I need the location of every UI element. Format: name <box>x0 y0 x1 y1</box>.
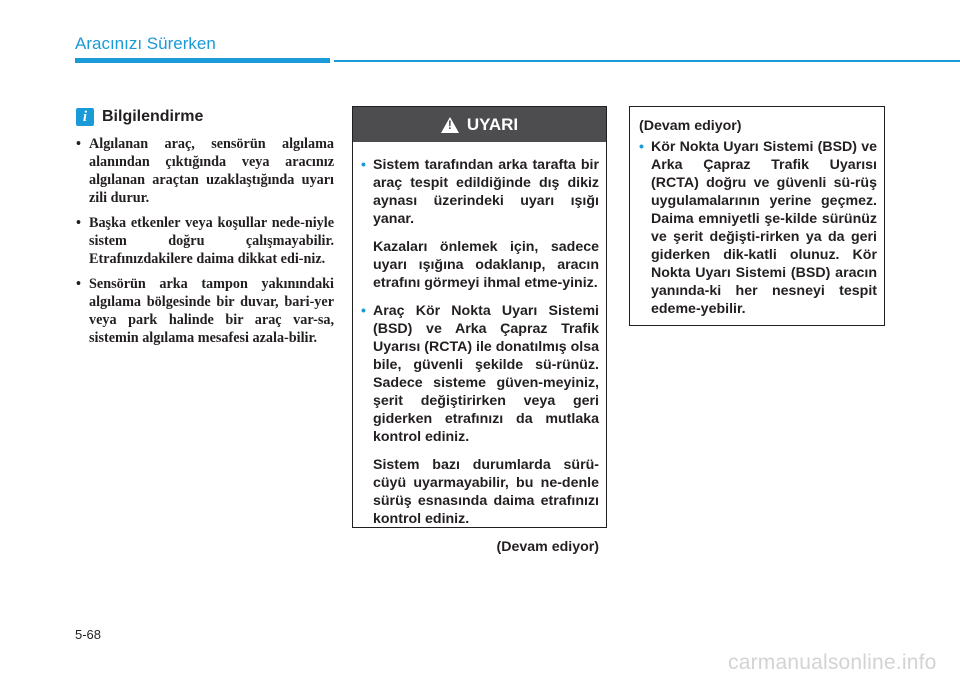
warning-box <box>352 106 607 555</box>
section-title: Aracınızı Sürerken <box>75 34 216 53</box>
info-icon: i <box>76 108 94 126</box>
header-rule-thin <box>334 60 960 62</box>
page-number: 5-68 <box>75 627 102 642</box>
continuation-heading: (Devam ediyor) <box>639 118 742 134</box>
continuation-box <box>629 106 885 326</box>
continuation-item: • Kör Nokta Uyarı Sistemi (BSD) ve Arka Çapraz Trafik Uyarısı (RCTA) doğru ve güvenli sü-rüş uygulamalarının yerine geçmez. Daima emniyetli şe-kilde sürünüz ve şerit değişti-rirken ya da geri giderken dik-katli olunuz. Kör Nokta Uyarı Sistemi (BSD) aracın yanında-ki her nesneyi tespit edeme-yebilir. <box>639 139 877 317</box>
warning-header <box>353 107 606 142</box>
bullet-dot: • <box>361 303 366 319</box>
warning-body <box>353 142 606 556</box>
continued-label: (Devam ediyor) <box>496 539 599 555</box>
bullet-dot: • <box>639 139 644 155</box>
warning-title: UYARI <box>466 114 519 134</box>
warning-item-2: • Araç Kör Nokta Uyarı Sistemi (BSD) ve Arka Çapraz Trafik Uyarısı (RCTA) ile donatılmış olsa bile, güvenli şekilde sü-rünüz. Sadece sisteme güven-meyiniz, şerit değiştirirken veya geri giderken etrafınızı da mutlaka kontrol ediniz. <box>361 303 599 445</box>
info-heading <box>76 108 334 126</box>
list-item: • Algılanan araç, sensörün algılama alanından çıktığında veya aracınız algılanan araçtan uzaklaştığında uyarı zili durur. <box>76 136 334 206</box>
warning-triangle-icon <box>441 117 459 133</box>
warning-item-1-paragraph: Kazaları önlemek için, sadece uyarı ışığına odaklanıp, aracın etrafını görmeyi ihmal etme-yiniz. <box>373 239 599 291</box>
warning-item-1: • Sistem tarafından arka tarafta bir araç tespit edildiğinde dış dikiz aynası üzerindeki uyarı ışığı yanar. <box>361 157 599 227</box>
header-rule-thick <box>75 58 330 63</box>
watermark: carmanualsonline.info <box>728 651 937 674</box>
warning-item-2-paragraph: Sistem bazı durumlarda sürü-cüyü uyarmayabilir, bu ne-denle sürüş esnasında daima etrafınızı kontrol ediniz. <box>373 457 599 527</box>
list-item: • Sensörün arka tampon yakınındaki algılama bölgesinde bir duvar, bari-yer veya park halinde bir araç var-sa, sistemin algılama mesafesi azala-bilir. <box>76 276 334 346</box>
list-item: • Başka etkenler veya koşullar nede-niyle sistem doğru çalışmayabilir. Etrafınızdakilere daima dikkat edi-niz. <box>76 215 334 267</box>
info-section <box>76 108 334 354</box>
bullet-dot: • <box>361 157 366 173</box>
info-title: Bilgilendirme <box>102 108 204 125</box>
info-list <box>76 135 334 347</box>
